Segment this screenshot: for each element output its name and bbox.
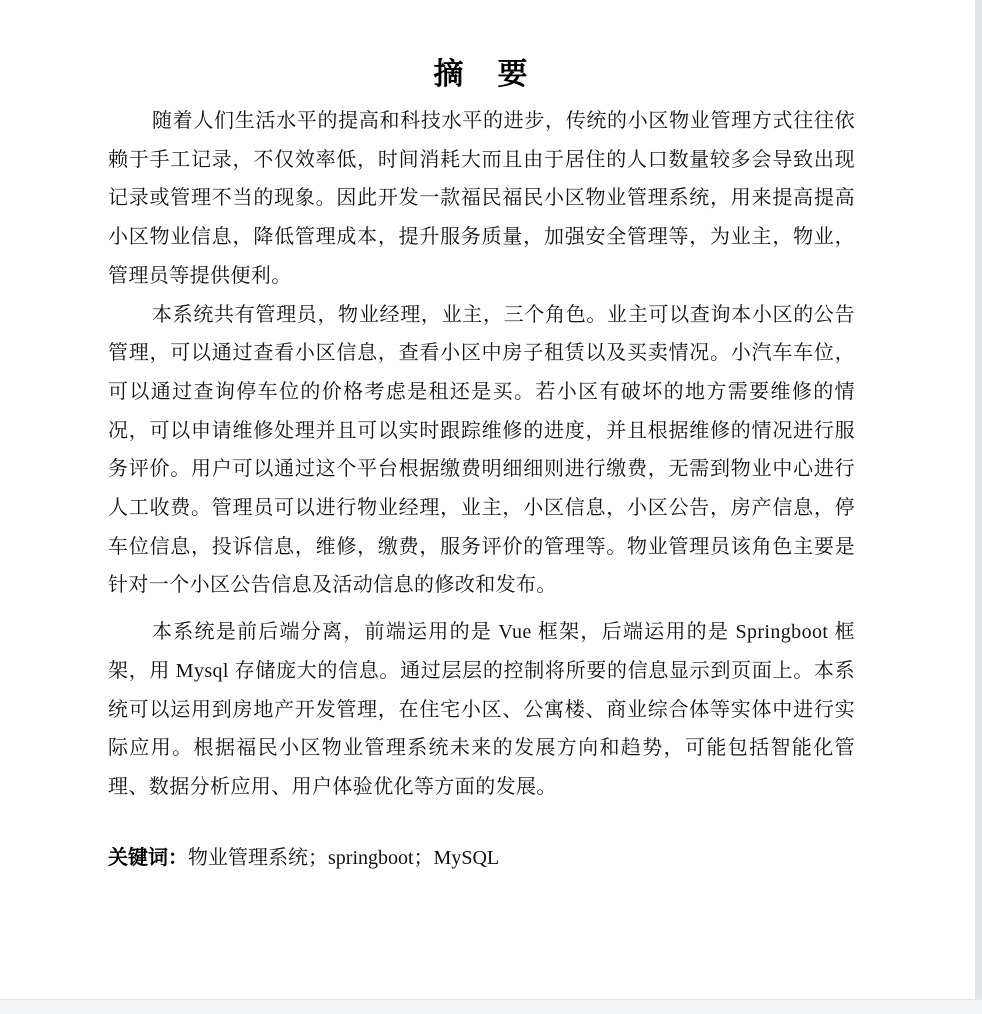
page-edge-shadow (975, 0, 982, 999)
keywords-label: 关键词： (108, 846, 188, 869)
page-title: 摘 要 (433, 58, 530, 91)
keywords-line (108, 839, 855, 878)
abstract-content (108, 0, 855, 877)
abstract-paragraph-2: 本系统共有管理员，物业经理，业主，三个角色。业主可以查询本小区的公告管理，可以通过查看小区信息，查看小区中房子租赁以及买卖情况。小汽车车位，可以通过查询停车位的价格考虑是租还是买。若小区有破坏的地方需要维修的情况，可以申请维修处理并且可以实时跟踪维修的进度，并且根据维修的情况进行服务评价。用户可以通过这个平台根据缴费明细细则进行缴费，无需到物业中心进行人工收费。管理员可以进行物业经理，业主，小区信息，小区公告，房产信息，停车位信息，投诉信息，维修，缴费，服务评价的管理等。物业管理员该角色主要是针对一个小区公告信息及活动信息的修改和发布。 (108, 303, 855, 597)
keywords-value: 物业管理系统；springboot；MySQL (188, 846, 500, 869)
abstract-paragraph-3: 本系统是前后端分离，前端运用的是 Vue 框架，后端运用的是 Springboot 框架，用 Mysql 存储庞大的信息。通过层层的控制将所要的信息显示到页面上。本系统可以运用到房地产开发管理，在住宅小区、公寓楼、商业综合体等实体中进行实际应用。根据福民小区物业管理系统未来的发展方向和趋势，可能包括智能化管理、数据分析应用、用户体验优化等方面的发展。 (108, 621, 855, 798)
abstract-paragraph-1: 随着人们生活水平的提高和科技水平的进步，传统的小区物业管理方式往往依赖于手工记录，不仅效率低，时间消耗大而且由于居住的人口数量较多会导致出现记录或管理不当的现象。因此开发一款福民福民小区物业管理系统，用来提高提高小区物业信息，降低管理成本，提升服务质量，加强安全管理等，为业主，物业，管理员等提供便利。 (108, 110, 855, 287)
horizontal-scrollbar-track[interactable] (0, 999, 982, 1014)
